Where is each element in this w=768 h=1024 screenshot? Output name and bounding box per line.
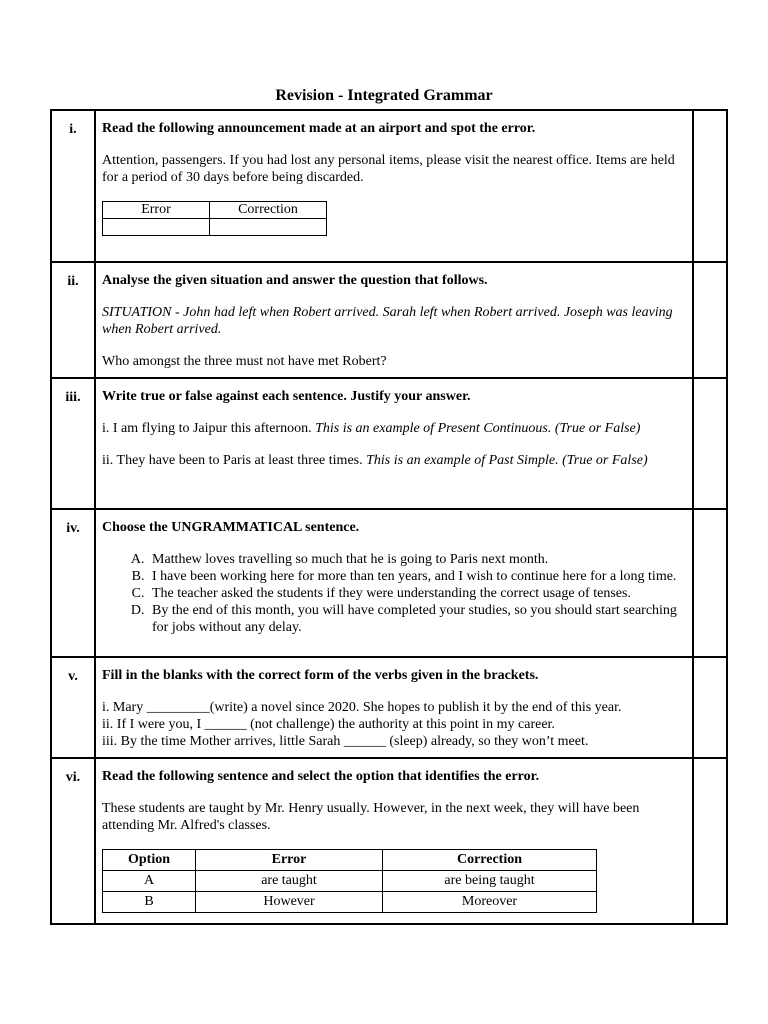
error-correction-table [102,201,327,236]
question-number: iii. [51,378,95,509]
question-row [51,657,727,758]
question-number: ii. [51,262,95,378]
marks-cell [693,378,727,509]
header-error: Error [103,202,210,219]
sentence-2-text: ii. They have been to Paris at least three times. [102,453,367,468]
question-content [95,509,693,657]
option-letter: B [103,892,196,913]
header-correction: Correction [383,850,597,871]
question-content [95,110,693,262]
question-row [51,110,727,262]
option-error: are taught [196,871,383,892]
sentence-1-text: i. I am flying to Jaipur this afternoon. [102,421,316,436]
question-content [95,657,693,758]
question-instruction: Fill in the blanks with the correct form of the verbs given in the brackets. [102,668,539,683]
option-letter: A [103,871,196,892]
question-instruction: Analyse the given situation and answer the question that follows. [102,273,488,288]
question-text: Who amongst the three must not have met Robert? [102,354,387,369]
question-content [95,262,693,378]
marks-cell [693,262,727,378]
blank-line-3: iii. By the time Mother arrives, little Sarah ______ (sleep) already, so they won’t meet. [102,734,589,749]
page-title: Revision - Integrated Grammar [275,87,493,104]
announcement-passage: Attention, passengers. If you had lost any personal items, please visit the nearest office. Items are held for a period of 30 days before being discarded. [102,153,675,185]
question-row [51,378,727,509]
question-row [51,262,727,378]
marks-cell [693,657,727,758]
options-list [102,551,686,636]
option-c[interactable]: C. The teacher asked the students if they were understanding the correct usage of tenses. [148,585,686,602]
question-instruction: Read the following sentence and select the option that identifies the error. [102,769,540,784]
sentence-passage: These students are taught by Mr. Henry usually. However, in the next week, they will have been attending Mr. Alfred's classes. [102,801,640,833]
option-d[interactable]: D. By the end of this month, you will have completed your studies, so you should start searching for jobs without any delay. [148,602,686,636]
header-error: Error [196,850,383,871]
option-row-a[interactable] [103,871,597,892]
marks-cell [693,110,727,262]
option-b[interactable]: B. I have been working here for more than ten years, and I wish to continue here for a long time. [148,568,686,585]
sentence-2 [102,452,686,469]
marks-cell [693,758,727,924]
question-number: iv. [51,509,95,657]
sentence-2-prompt: This is an example of Past Simple. (True or False) [366,453,648,468]
header-option: Option [103,850,196,871]
option-error: However [196,892,383,913]
blank-line-2: ii. If I were you, I ______ (not challenge) the authority at this point in my career. [102,717,555,732]
options-table [102,849,597,913]
blank-line-1: i. Mary _________(write) a novel since 2020. She hopes to publish it by the end of this year. [102,700,622,715]
option-row-b[interactable] [103,892,597,913]
questions-table [50,109,728,925]
question-row [51,758,727,924]
sentence-1 [102,420,686,437]
sentence-1-prompt: This is an example of Present Continuous. (True or False) [315,421,641,436]
question-content [95,378,693,509]
question-instruction: Write true or false against each sentence. Justify your answer. [102,389,471,404]
question-content [95,758,693,924]
question-instruction: Choose the UNGRAMMATICAL sentence. [102,520,360,535]
option-a[interactable]: A. Matthew loves travelling so much that he is going to Paris next month. [148,551,686,568]
question-number: i. [51,110,95,262]
header-correction: Correction [210,202,327,219]
option-correction: are being taught [383,871,597,892]
answer-cell-error[interactable] [103,219,210,236]
question-number: v. [51,657,95,758]
question-row [51,509,727,657]
situation-text: SITUATION - John had left when Robert arrived. Sarah left when Robert arrived. Joseph was leaving when Robert arrived. [102,305,673,337]
question-number: vi. [51,758,95,924]
answer-cell-correction[interactable] [210,219,327,236]
option-correction: Moreover [383,892,597,913]
marks-cell [693,509,727,657]
question-instruction: Read the following announcement made at an airport and spot the error. [102,121,536,136]
